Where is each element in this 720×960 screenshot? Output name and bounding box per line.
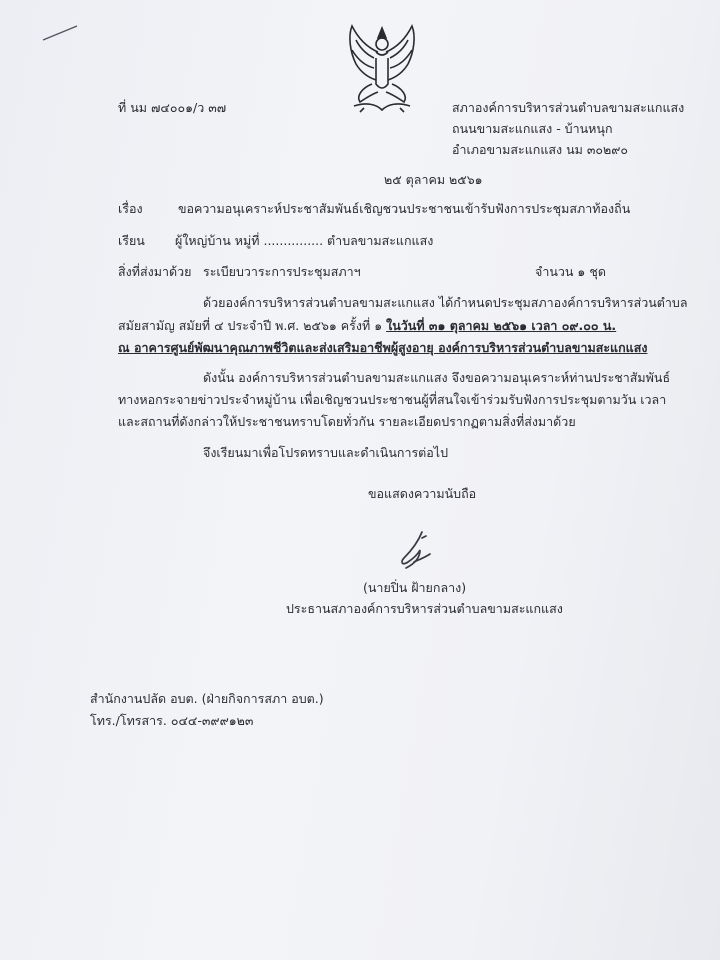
enclosure-text: ระเบียบวาระการประชุมสภาฯ: [203, 264, 361, 279]
body-p1-line2: [118, 318, 616, 334]
signer-name: (นายปิ่น ฝ้ายกลาง): [363, 580, 467, 595]
document-date: ๒๕ ตุลาคม ๒๕๖๑: [384, 172, 483, 187]
reference-number: ที่ นม ๗๔๐๐๑/ว ๓๗: [118, 100, 227, 115]
meeting-datetime: ในวันที่ ๓๑ ตุลาคม ๒๕๖๑ เวลา ๐๙.๐๐ น.: [386, 318, 617, 333]
pen-stroke-mark: [40, 22, 80, 44]
org-address-road: ถนนขามสะแกแสง - บ้านหนุก: [452, 121, 613, 136]
meeting-session: สมัยสามัญ สมัยที่ ๔ ประจำปี พ.ศ. ๒๕๖๑ ครั้งที่ ๑: [118, 318, 383, 333]
meeting-venue: ณ อาคารศูนย์พัฒนาคุณภาพชีวิตและส่งเสริมอาชีพผู้สูงอายุ องค์การบริหารส่วนตำบลขามสะแกแสง: [118, 340, 648, 355]
closing-regards: ขอแสดงความนับถือ: [368, 486, 477, 501]
org-name: สภาองค์การบริหารส่วนตำบลขามสะแกแสง: [452, 100, 685, 115]
enclosure-label: สิ่งที่ส่งมาด้วย: [118, 264, 192, 279]
org-address-district: อำเภอขามสะแกแสง นม ๓๐๒๙๐: [452, 142, 629, 157]
body-p2-line3: และสถานที่ดังกล่าวให้ประชาชนทราบโดยทั่วกัน รายละเอียดปรากฏตามสิ่งที่ส่งมาด้วย: [118, 414, 576, 429]
body-p3: จึงเรียนมาเพื่อโปรดทราบและดำเนินการต่อไป: [203, 445, 449, 460]
to-label: เรียน: [118, 233, 145, 248]
to-recipient: ผู้ใหญ่บ้าน หมู่ที่ ............... ตำบลขามสะแกแสง: [175, 233, 434, 248]
enclosure-quantity: จำนวน ๑ ชุด: [535, 264, 606, 279]
body-p1-line1: ด้วยองค์การบริหารส่วนตำบลขามสะแกแสง ได้กำหนดประชุมสภาองค์การบริหารส่วนตำบล: [203, 295, 688, 310]
garuda-emblem-icon: [342, 22, 422, 114]
subject-label: เรื่อง: [118, 201, 143, 216]
body-p2-line1: ดังนั้น องค์การบริหารส่วนตำบลขามสะแกแสง จึงขอความอนุเคราะห์ท่านประชาสัมพันธ์: [203, 370, 671, 385]
subject-text: ขอความอนุเคราะห์ประชาสัมพันธ์เชิญชวนประชาชนเข้ารับฟังการประชุมสภาท้องถิ่น: [178, 201, 631, 216]
handwritten-signature-icon: [392, 528, 442, 574]
footer-office: สำนักงานปลัด อบต. (ฝ่ายกิจการสภา อบต.): [90, 691, 324, 706]
footer-phone: โทร./โทรสาร. ๐๔๔-๓๙๙๑๒๓: [90, 713, 254, 728]
body-p2-line2: ทางหอกระจายข่าวประจำหมู่บ้าน เพื่อเชิญชวนประชาชนผู้ที่สนใจเข้าร่วมรับฟังการประชุมตามวัน เวลา: [118, 392, 667, 407]
signer-title: ประธานสภาองค์การบริหารส่วนตำบลขามสะแกแสง: [286, 601, 563, 616]
